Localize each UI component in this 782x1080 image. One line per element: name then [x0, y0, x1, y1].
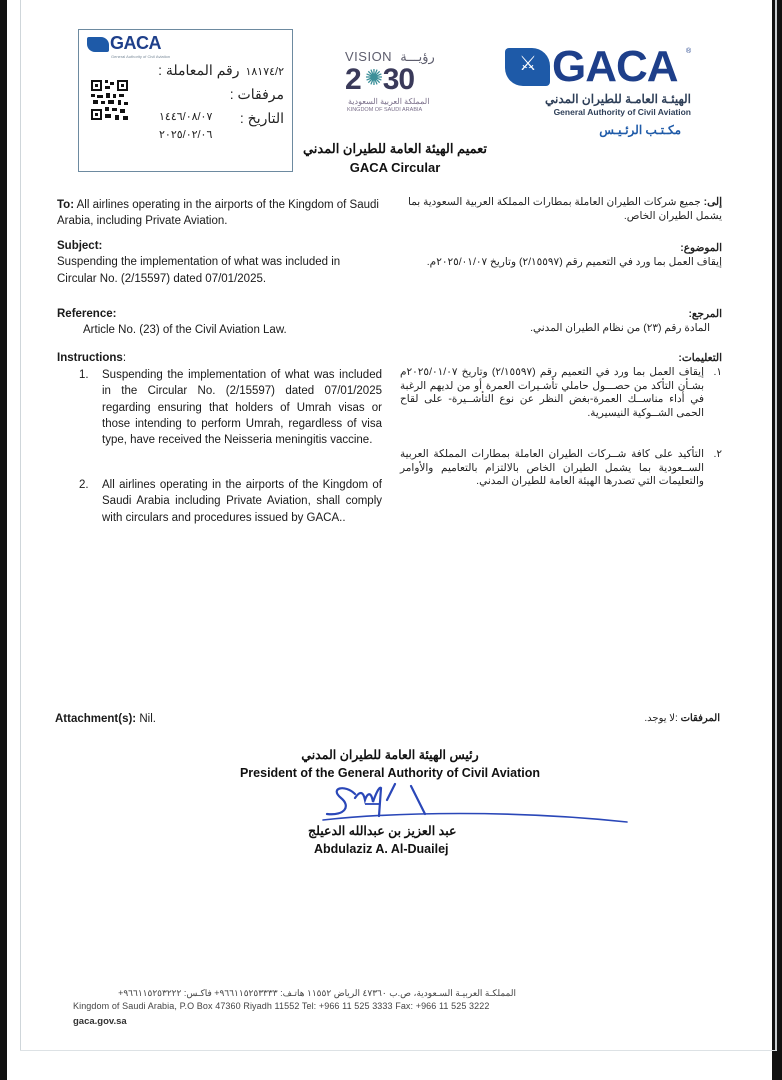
attachments-label: مرفقات : — [229, 86, 284, 102]
reference-label-ar: المرجع: — [688, 308, 722, 320]
subject-text-en: Suspending the implementation of what was included in Circular No. (2/15597) dated 07/01/2025. — [57, 256, 341, 285]
gaca-logo — [505, 42, 695, 141]
date-label: التاريخ : — [239, 110, 284, 126]
signatory-name-ar: عبد العزيز بن عبدالله الدعيلج — [308, 824, 457, 838]
scan-frame-left — [0, 0, 7, 1080]
subject-field-ar — [400, 242, 722, 269]
footer-address-ar: المملكـة العربيـة السـعودية، ص.ب ٤٧٣٦٠ الرياض ١١٥٥٢ هاتـف: ٩٦٦١١٥٢٥٣٣٣٣+ فاكـس: ٩٦٦١١٥٢٥٣٢٢٢+ — [118, 988, 516, 998]
date-row — [240, 110, 284, 127]
logo-subtitle-en: General Authority of Civil Aviation — [111, 54, 171, 59]
attachments-row — [230, 86, 284, 103]
instruction-number: 2. — [79, 479, 89, 491]
reference-text-en: Article No. (23) of the Civil Aviation Law. — [83, 324, 287, 337]
instructions-heading-en: Instructions — [57, 352, 123, 364]
date-hijri: ١٤٤٦/٠٨/٠٧ — [159, 111, 213, 123]
subject-label-en: Subject: — [57, 240, 103, 252]
transaction-number-value: ١٨١٧٤/٢ — [245, 66, 284, 78]
subject-label-ar: الموضوع: — [680, 242, 722, 254]
instruction-item-en-2 — [57, 477, 382, 526]
to-field-en — [57, 197, 382, 230]
page-edge-bottom — [20, 1050, 777, 1051]
to-text-en: All airlines operating in the airports of the Kingdom of Saudi Arabia, including Private Aviation. — [57, 199, 379, 228]
reference-field-ar — [400, 308, 722, 335]
vision-2030-logo — [345, 49, 445, 117]
instruction-item-ar-2 — [400, 448, 722, 489]
document-title-en: GACA Circular — [349, 160, 441, 175]
to-text-ar: جميع شركات الطيران العاملة بمطارات المملكة العربية السعودية بما يشمل الطيران الخاص. — [408, 196, 722, 222]
transaction-box — [78, 29, 293, 172]
vision-year-left: 2 — [345, 63, 361, 96]
attachment-value-ar: :لا يوجد. — [644, 713, 681, 724]
date-gregorian: ٢٠٢٥/٠٢/٠٦ — [159, 129, 213, 141]
instruction-text: Suspending the implementation of what was included in the Circular No. (2/15597) dated 07/01/2025 regarding ensuring that holders of Umrah visas or those intending to perform Umrah, regardless of visa type, have received the Neisseria meningitis vaccine. — [102, 369, 382, 447]
to-label-ar: إلى: — [703, 196, 722, 208]
vision-year-right: 30 — [382, 63, 415, 96]
transaction-number-label: رقم المعاملة : — [158, 62, 240, 78]
gaca-badge-icon — [87, 37, 109, 52]
instruction-text: إيقاف العمل بما ورد في التعميم رقم (٢/١٥٥٩٧) وتاريخ ٢٠٢٥/٠١/٠٧م بشـأن التأكد من حصـــول حاملي تأشـيرات العمرة أو من لديهم الرغبة في أداء مناســك العمرة-بغض النظر عن نوع التأشــيرة- على لقاح الحمى الشــوكية النيسيرية. — [400, 366, 704, 419]
instructions-label-ar — [400, 352, 722, 366]
page-edge-right — [775, 0, 777, 1050]
transaction-number-row — [158, 62, 284, 79]
instruction-text: التأكيد على كافة شــركات الطيران العاملة بمطارات المملكة العربية الســعودية بما يشمل الطيران الخاص بالالتزام بالتعاميم والأوامر والتعليمات التي تصدرها الهيئة العامة للطيران المدني. — [400, 448, 704, 487]
instruction-text: All airlines operating in the airports of the Kingdom of Saudi Arabia including Private Aviation, shall comply with circulars and procedures issued by GACA.. — [102, 479, 382, 524]
instruction-number: ١. — [713, 366, 722, 378]
signatory-title-en: President of the General Authority of Civil Aviation — [239, 766, 541, 780]
registered-mark: ® — [686, 48, 692, 55]
footer-address-en: Kingdom of Saudi Arabia, P.O Box 47360 Riyadh 11552 Tel: +966 11 525 3333 Fax: +966 11 525 3222 — [73, 1001, 490, 1011]
to-field-ar — [400, 196, 722, 223]
attachments-ar — [644, 713, 720, 724]
reference-field-en — [57, 306, 382, 339]
attachment-label-en: Attachment(s): — [55, 713, 137, 725]
attachment-value-en: Nil. — [136, 713, 156, 725]
gaca-name-ar: الهيئـة العامـة للطيران المدني — [545, 92, 691, 106]
gaca-small-logo — [87, 34, 182, 62]
instruction-number: ٢. — [713, 448, 722, 460]
signatory-title-ar: رئيس الهيئة العامة للطيران المدني — [301, 748, 479, 762]
vision-kingdom-ar: المملكة العربية السعودية — [348, 97, 430, 106]
subject-field-en — [57, 238, 382, 287]
page-edge-left — [20, 0, 21, 1050]
vision-title-en: VISION — [345, 49, 393, 64]
instructions-label-en — [57, 350, 382, 366]
subject-text-ar: إيقاف العمل بما ورد في التعميم رقم (٢/١٥٥٩٧) وتاريخ ٢٠٢٥/٠١/٠٧م. — [426, 255, 722, 268]
to-label-en: To: — [57, 199, 75, 211]
attachments-en — [55, 713, 156, 725]
palm-swords-icon: ⚔ — [519, 53, 537, 75]
vision-star-icon: ✺ — [364, 65, 384, 90]
gaca-name-en: General Authority of Civil Aviation — [553, 107, 691, 117]
reference-label-en: Reference: — [57, 308, 117, 320]
instructions-colon: : — [122, 352, 127, 364]
logo-text: GACA — [110, 33, 161, 53]
vision-title-ar: رؤيـــة — [400, 49, 435, 64]
vision-kingdom-en: KINGDOM OF SAUDI ARABIA — [347, 107, 423, 113]
signatory-name-en: Abdulaziz A. Al-Duailej — [314, 842, 449, 856]
instruction-item-en-1 — [57, 367, 382, 448]
instruction-item-ar-1 — [400, 366, 722, 420]
scan-frame-right — [772, 0, 782, 1080]
instructions-heading-ar: التعليمات: — [678, 352, 722, 364]
logo-subtitle — [111, 54, 170, 59]
footer-website-link[interactable]: gaca.gov.sa — [73, 1016, 127, 1027]
qr-code-icon — [91, 80, 128, 120]
president-office-label: مكـتـب الرئـيـس — [599, 123, 681, 137]
instruction-number: 1. — [79, 369, 89, 381]
gaca-logo-text: GACA — [552, 42, 678, 91]
attachment-label-ar: المرفقات — [680, 713, 720, 724]
reference-text-ar: المادة رقم (٢٣) من نظام الطيران المدني. — [530, 321, 710, 334]
document-title-ar: تعميم الهيئة العامة للطيران المدني — [302, 141, 488, 156]
